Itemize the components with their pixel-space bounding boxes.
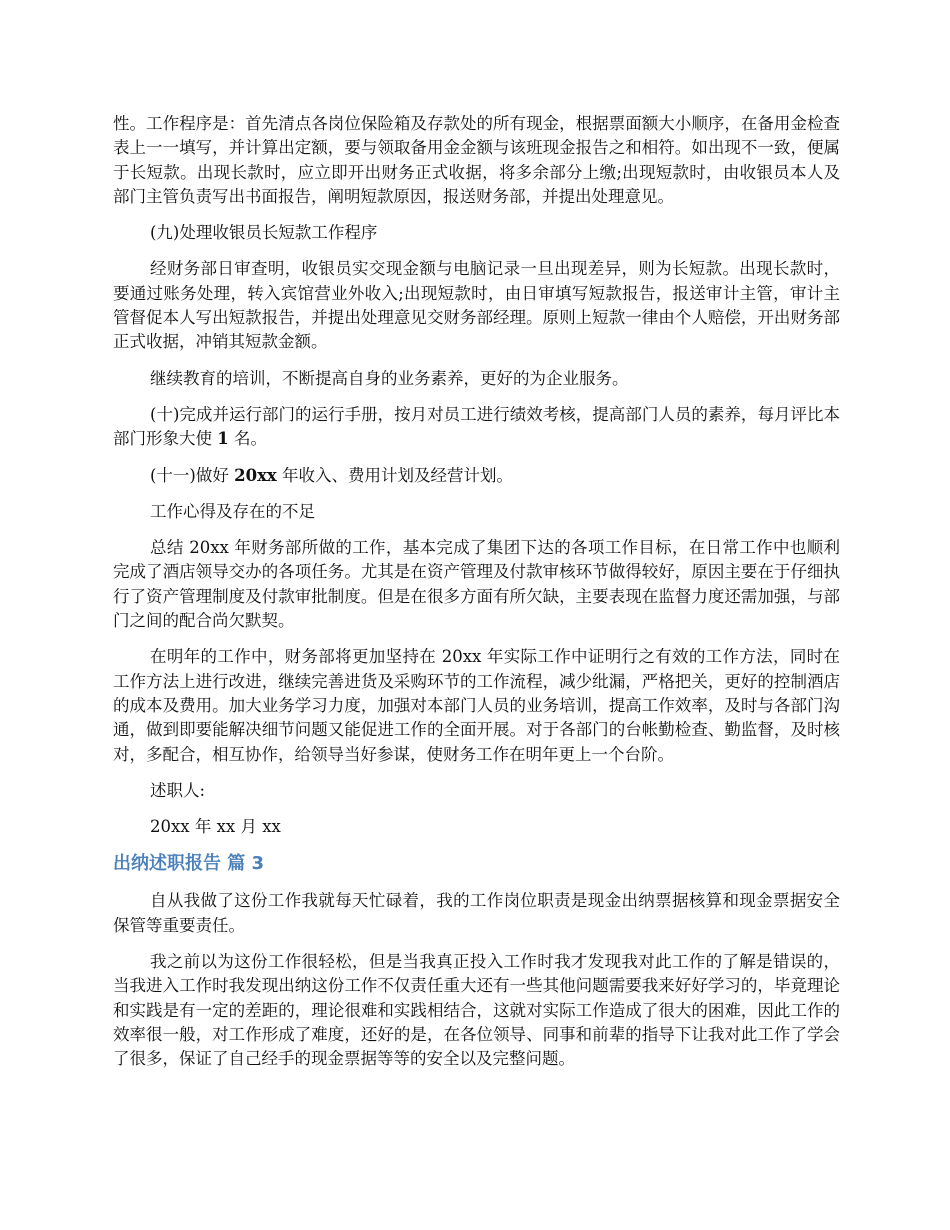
signature-label: 述职人:: [150, 780, 206, 800]
signature-date: 20xx 年 xx 月 xx: [150, 817, 281, 837]
paragraph-intro: 自从我做了这份工作我就每天忙碌着，我的工作岗位职责是现金出纳票据核算和现金票据安全保管等重要责任。: [113, 891, 840, 935]
item-eleven-suffix: 年收入、费用计划及经营计划。: [276, 465, 514, 485]
item-ten-suffix: 名。: [228, 429, 267, 449]
section-heading: 出纳述职报告 篇 3: [113, 853, 265, 875]
item-nine-title: (九)处理收银员长短款工作程序: [150, 223, 378, 243]
paragraph-training: 继续教育的培训，不断提高自身的业务素养，更好的为企业服务。: [150, 368, 629, 388]
subheading-experience: 工作心得及存在的不足: [150, 501, 315, 521]
paragraph-cash-procedure: 性。工作程序是：首先清点各岗位保险箱及存款处的所有现金，根据票面额大小顺序，在备用金检查表上一一填写，并计算出定额，要与领取备用金金额与该班现金报告之和相符。如出现不一致，便属于长短款。出现长款时，应立即开出财务正式收据，将多余部分上缴;出现短款时，由收银员本人及部门主管负责写出书面报告，阐明短款原因，报送财务部，并提出处理意见。: [113, 114, 840, 206]
paragraph-summary: 总结 20xx 年财务部所做的工作，基本完成了集团下达的各项工作目标，在日常工作中也顺利完成了酒店领导交办的各项任务。尤其是在资产管理及付款审核环节做得较好，原因主要在于仔细执行了资产管理制度及付款审批制度。但是在很多方面有所欠缺，主要表现在监督力度还需加强，与部门之间的配合尚欠默契。: [113, 538, 840, 631]
item-ten: [113, 403, 840, 452]
item-ten-number: 1: [217, 429, 229, 449]
item-eleven-year: 20xx: [234, 465, 277, 485]
item-eleven-text: (十一)做好: [150, 465, 235, 485]
document-page: [113, 112, 840, 1084]
paragraph-next-year: 在明年的工作中，财务部将更加坚持在 20xx 年实际工作中证明行之有效的工作方法，同时在工作方法上进行改进，继续完善进货及采购环节的工作流程，减少纰漏，严格把关，更好的控制酒店的成本及费用。加大业务学习力度，加强对本部门人员的业务培训，提高工作效率，及时与各部门沟通，做到即要能解决细节问题又能促进工作的全面开展。对于各部门的台帐勤检查、勤监督，及时核对，多配合，相互协作，给领导当好参谋，使财务工作在明年更上一个台阶。: [113, 647, 840, 764]
paragraph-shortage-handling: 经财务部日审查明，收银员实交现金额与电脑记录一旦出现差异，则为长短款。出现长款时，要通过账务处理，转入宾馆营业外收入;出现短款时，由日审填写短款报告，报送审计主管，审计主管督促本人写出短款报告，并提出处理意见交财务部经理。原则上短款一律由个人赔偿，开出财务部正式收据，冲销其短款金额。: [113, 259, 840, 352]
item-ten-text: (十)完成并运行部门的运行手册，按月对员工进行绩效考核，提高部门人员的素养，每月评比本部门形象大使: [113, 404, 840, 449]
paragraph-reflection: 我之前以为这份工作很轻松，但是当我真正投入工作时我才发现我对此工作的了解是错误的，当我进入工作时我发现出纳这份工作不仅责任重大还有一些其他问题需要我来好好学习的，毕竟理论和实践是有一定的差距的，理论很难和实践相结合，这就对实际工作造成了很大的困难，因此工作的效率很一般，对工作形成了难度，还好的是，在各位领导、同事和前辈的指导下让我对此工作了学会了很多，保证了自己经手的现金票据等等的安全以及完整问题。: [113, 952, 840, 1069]
item-eleven: [113, 464, 840, 488]
